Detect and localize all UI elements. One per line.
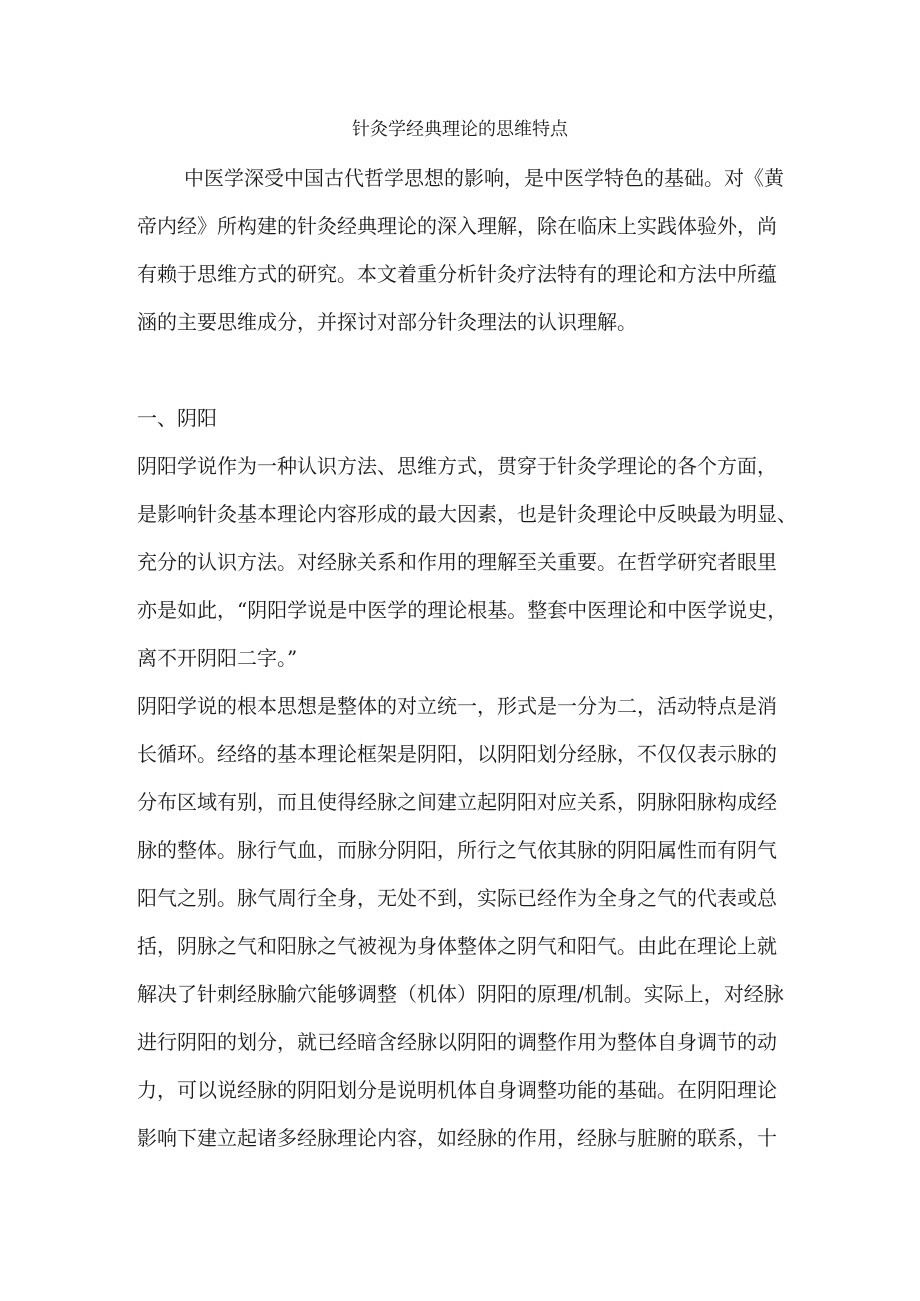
paragraph2-line: 解决了针刺经脉腧穴能够调整（机体）阴阳的原理/机制。实际上，对经脉 [137,982,784,1006]
document-title: 针灸学经典理论的思维特点 [352,119,568,140]
paragraph1-line: 阴阳学说作为一种认识方法、思维方式，贯穿于针灸学理论的各个方面， [137,454,777,478]
paragraph1-line: 充分的认识方法。对经脉关系和作用的理解至关重要。在哲学研究者眼里 [137,550,777,574]
intro-line: 有赖于思维方式的研究。本文着重分析针灸疗法特有的理论和方法中所蕴 [137,262,777,286]
intro-line: 中医学深受中国古代哲学思想的影响，是中医学特色的基础。对《黄 [184,166,784,190]
paragraph1-line: 离不开阴阳二字。” [137,646,298,670]
paragraph2-line: 进行阴阳的划分，就已经暗含经脉以阴阳的调整作用为整体自身调节的动 [137,1030,777,1054]
paragraph2-line: 阴阳学说的根本思想是整体的对立统一，形式是一分为二，活动特点是消 [137,694,777,718]
paragraph2-line: 影响下建立起诸多经脉理论内容，如经脉的作用，经脉与脏腑的联系，十 [137,1126,777,1150]
paragraph2-line: 阳气之别。脉气周行全身，无处不到，实际已经作为全身之气的代表或总 [137,886,777,910]
paragraph2-line: 括，阴脉之气和阳脉之气被视为身体整体之阴气和阳气。由此在理论上就 [137,934,777,958]
paragraph2-line: 分布区域有别，而且使得经脉之间建立起阴阳对应关系，阴脉阳脉构成经 [137,790,777,814]
intro-line: 帝内经》所构建的针灸经典理论的深入理解，除在临床上实践体验外，尚 [137,214,777,238]
paragraph1-line: 是影响针灸基本理论内容形成的最大因素，也是针灸理论中反映最为明显、 [137,502,797,526]
section-heading: 一、阴阳 [137,406,217,430]
paragraph2-line: 长循环。经络的基本理论框架是阴阳，以阴阳划分经脉，不仅仅表示脉的 [137,742,777,766]
paragraph2-line: 力，可以说经脉的阴阳划分是说明机体自身调整功能的基础。在阴阳理论 [137,1078,777,1102]
intro-line: 涵的主要思维成分，并探讨对部分针灸理法的认识理解。 [137,310,637,334]
paragraph1-line: 亦是如此，“阴阳学说是中医学的理论根基。整套中医理论和中医学说史， [137,598,788,622]
paragraph2-line: 脉的整体。脉行气血，而脉分阴阳，所行之气依其脉的阴阳属性而有阴气 [137,838,777,862]
